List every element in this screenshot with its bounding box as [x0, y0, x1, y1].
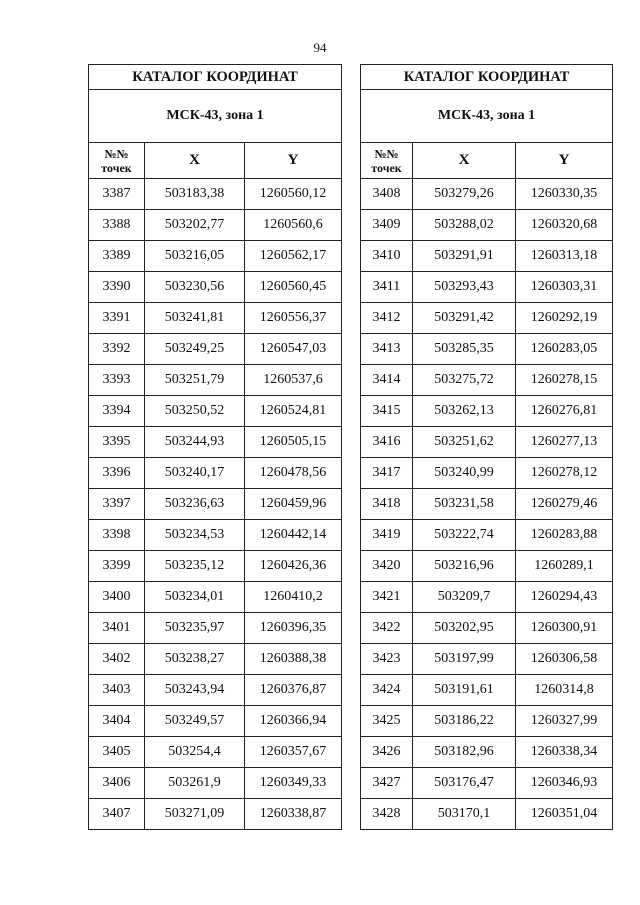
point-number-cell: 3404	[89, 706, 145, 737]
page-number: 94	[313, 40, 327, 55]
point-number-cell: 3388	[89, 210, 145, 241]
point-number-cell: 3394	[89, 396, 145, 427]
coordinate-catalog-left	[88, 64, 342, 830]
y-coordinate-cell: 1260283,88	[516, 520, 613, 551]
table-row	[361, 365, 613, 396]
y-coordinate-cell: 1260410,2	[245, 582, 342, 613]
table-row	[89, 582, 342, 613]
x-coordinate-cell: 503285,35	[413, 334, 516, 365]
x-coordinate-cell: 503202,95	[413, 613, 516, 644]
table-row	[89, 675, 342, 706]
point-number-cell: 3405	[89, 737, 145, 768]
y-coordinate-cell: 1260320,68	[516, 210, 613, 241]
x-coordinate-cell: 503170,1	[413, 799, 516, 830]
column-header-point-number	[361, 143, 413, 179]
y-coordinate-cell: 1260327,99	[516, 706, 613, 737]
y-coordinate-cell: 1260278,12	[516, 458, 613, 489]
x-coordinate-cell: 503279,26	[413, 179, 516, 210]
coordinate-catalog-right	[360, 64, 613, 830]
x-coordinate-cell: 503250,52	[145, 396, 245, 427]
point-number-cell: 3389	[89, 241, 145, 272]
table-row	[361, 675, 613, 706]
y-coordinate-cell: 1260459,96	[245, 489, 342, 520]
x-coordinate-cell: 503243,94	[145, 675, 245, 706]
coordinate-system-zone: МСК-43, зона 1	[89, 90, 342, 143]
table-row	[89, 396, 342, 427]
point-number-cell: 3387	[89, 179, 145, 210]
x-coordinate-cell: 503235,97	[145, 613, 245, 644]
point-number-cell: 3413	[361, 334, 413, 365]
x-coordinate-cell: 503222,74	[413, 520, 516, 551]
column-header-x: X	[145, 143, 245, 179]
x-coordinate-cell: 503182,96	[413, 737, 516, 768]
table-row	[361, 582, 613, 613]
point-number-cell: 3426	[361, 737, 413, 768]
point-number-cell: 3418	[361, 489, 413, 520]
x-coordinate-cell: 503202,77	[145, 210, 245, 241]
coordinate-system-zone: МСК-43, зона 1	[361, 90, 613, 143]
x-coordinate-cell: 503238,27	[145, 644, 245, 675]
y-coordinate-cell: 1260562,17	[245, 241, 342, 272]
x-coordinate-cell: 503291,42	[413, 303, 516, 334]
table-row	[361, 489, 613, 520]
table-row	[89, 241, 342, 272]
table-row	[361, 799, 613, 830]
point-number-cell: 3401	[89, 613, 145, 644]
point-number-cell: 3419	[361, 520, 413, 551]
table-row	[89, 768, 342, 799]
table-row	[361, 768, 613, 799]
point-number-cell: 3390	[89, 272, 145, 303]
column-header-number-sign: №№	[104, 146, 129, 161]
point-number-cell: 3392	[89, 334, 145, 365]
x-coordinate-cell: 503249,25	[145, 334, 245, 365]
point-number-cell: 3407	[89, 799, 145, 830]
x-coordinate-cell: 503261,9	[145, 768, 245, 799]
point-number-cell: 3409	[361, 210, 413, 241]
y-coordinate-cell: 1260283,05	[516, 334, 613, 365]
y-coordinate-cell: 1260346,93	[516, 768, 613, 799]
table-row	[89, 489, 342, 520]
point-number-cell: 3398	[89, 520, 145, 551]
x-coordinate-cell: 503251,62	[413, 427, 516, 458]
y-coordinate-cell: 1260294,43	[516, 582, 613, 613]
x-coordinate-cell: 503293,43	[413, 272, 516, 303]
y-coordinate-cell: 1260330,35	[516, 179, 613, 210]
point-number-cell: 3424	[361, 675, 413, 706]
y-coordinate-cell: 1260313,18	[516, 241, 613, 272]
point-number-cell: 3406	[89, 768, 145, 799]
table-row	[89, 210, 342, 241]
x-coordinate-cell: 503241,81	[145, 303, 245, 334]
point-number-cell: 3421	[361, 582, 413, 613]
table-row	[89, 706, 342, 737]
y-coordinate-cell: 1260303,31	[516, 272, 613, 303]
point-number-cell: 3403	[89, 675, 145, 706]
y-coordinate-cell: 1260289,1	[516, 551, 613, 582]
point-number-cell: 3410	[361, 241, 413, 272]
x-coordinate-cell: 503183,38	[145, 179, 245, 210]
y-coordinate-cell: 1260300,91	[516, 613, 613, 644]
table-row	[361, 241, 613, 272]
point-number-cell: 3412	[361, 303, 413, 334]
column-header-x: X	[413, 143, 516, 179]
point-number-cell: 3391	[89, 303, 145, 334]
table-row	[361, 334, 613, 365]
x-coordinate-cell: 503234,01	[145, 582, 245, 613]
table-row	[361, 179, 613, 210]
table-row	[89, 272, 342, 303]
x-coordinate-cell: 503249,57	[145, 706, 245, 737]
point-number-cell: 3397	[89, 489, 145, 520]
table-row	[361, 520, 613, 551]
x-coordinate-cell: 503234,53	[145, 520, 245, 551]
column-header-point-number	[89, 143, 145, 179]
x-coordinate-cell: 503240,99	[413, 458, 516, 489]
catalog-title: КАТАЛОГ КООРДИНАТ	[361, 65, 613, 90]
y-coordinate-cell: 1260376,87	[245, 675, 342, 706]
point-number-cell: 3399	[89, 551, 145, 582]
x-coordinate-cell: 503209,7	[413, 582, 516, 613]
point-number-cell: 3416	[361, 427, 413, 458]
point-number-cell: 3422	[361, 613, 413, 644]
y-coordinate-cell: 1260279,46	[516, 489, 613, 520]
point-number-cell: 3427	[361, 768, 413, 799]
y-coordinate-cell: 1260366,94	[245, 706, 342, 737]
y-coordinate-cell: 1260524,81	[245, 396, 342, 427]
table-row	[361, 427, 613, 458]
point-number-cell: 3402	[89, 644, 145, 675]
point-number-cell: 3415	[361, 396, 413, 427]
table-row	[361, 737, 613, 768]
y-coordinate-cell: 1260426,36	[245, 551, 342, 582]
y-coordinate-cell: 1260388,38	[245, 644, 342, 675]
table-row	[361, 272, 613, 303]
y-coordinate-cell: 1260442,14	[245, 520, 342, 551]
y-coordinate-cell: 1260278,15	[516, 365, 613, 396]
y-coordinate-cell: 1260357,67	[245, 737, 342, 768]
x-coordinate-cell: 503262,13	[413, 396, 516, 427]
x-coordinate-cell: 503216,05	[145, 241, 245, 272]
x-coordinate-cell: 503240,17	[145, 458, 245, 489]
table-row	[89, 334, 342, 365]
y-coordinate-cell: 1260292,19	[516, 303, 613, 334]
y-coordinate-cell: 1260556,37	[245, 303, 342, 334]
x-coordinate-cell: 503291,91	[413, 241, 516, 272]
point-number-cell: 3423	[361, 644, 413, 675]
column-header-y: Y	[245, 143, 342, 179]
table-row	[89, 520, 342, 551]
y-coordinate-cell: 1260560,45	[245, 272, 342, 303]
point-number-cell: 3400	[89, 582, 145, 613]
x-coordinate-cell: 503235,12	[145, 551, 245, 582]
y-coordinate-cell: 1260505,15	[245, 427, 342, 458]
x-coordinate-cell: 503244,93	[145, 427, 245, 458]
point-number-cell: 3428	[361, 799, 413, 830]
y-coordinate-cell: 1260547,03	[245, 334, 342, 365]
y-coordinate-cell: 1260537,6	[245, 365, 342, 396]
catalog-title: КАТАЛОГ КООРДИНАТ	[89, 65, 342, 90]
point-number-cell: 3411	[361, 272, 413, 303]
x-coordinate-cell: 503216,96	[413, 551, 516, 582]
x-coordinate-cell: 503254,4	[145, 737, 245, 768]
point-number-cell: 3408	[361, 179, 413, 210]
point-number-cell: 3395	[89, 427, 145, 458]
y-coordinate-cell: 1260276,81	[516, 396, 613, 427]
x-coordinate-cell: 503251,79	[145, 365, 245, 396]
point-number-cell: 3393	[89, 365, 145, 396]
x-coordinate-cell: 503275,72	[413, 365, 516, 396]
y-coordinate-cell: 1260560,12	[245, 179, 342, 210]
x-coordinate-cell: 503186,22	[413, 706, 516, 737]
table-row	[89, 303, 342, 334]
y-coordinate-cell: 1260314,8	[516, 675, 613, 706]
table-row	[89, 551, 342, 582]
table-row	[361, 396, 613, 427]
y-coordinate-cell: 1260351,04	[516, 799, 613, 830]
x-coordinate-cell: 503230,56	[145, 272, 245, 303]
x-coordinate-cell: 503191,61	[413, 675, 516, 706]
x-coordinate-cell: 503271,09	[145, 799, 245, 830]
column-header-number-sign: №№	[374, 146, 399, 161]
y-coordinate-cell: 1260478,56	[245, 458, 342, 489]
y-coordinate-cell: 1260396,35	[245, 613, 342, 644]
table-row	[361, 303, 613, 334]
table-row	[361, 613, 613, 644]
table-row	[361, 706, 613, 737]
table-row	[89, 427, 342, 458]
table-row	[89, 644, 342, 675]
x-coordinate-cell: 503231,58	[413, 489, 516, 520]
x-coordinate-cell: 503288,02	[413, 210, 516, 241]
table-row	[89, 737, 342, 768]
x-coordinate-cell: 503197,99	[413, 644, 516, 675]
column-header-points-word: точек	[371, 160, 402, 175]
table-row	[89, 458, 342, 489]
y-coordinate-cell: 1260338,87	[245, 799, 342, 830]
table-row	[361, 210, 613, 241]
column-header-y: Y	[516, 143, 613, 179]
point-number-cell: 3425	[361, 706, 413, 737]
table-row	[361, 458, 613, 489]
y-coordinate-cell: 1260349,33	[245, 768, 342, 799]
table-row	[89, 179, 342, 210]
x-coordinate-cell: 503176,47	[413, 768, 516, 799]
y-coordinate-cell: 1260560,6	[245, 210, 342, 241]
y-coordinate-cell: 1260306,58	[516, 644, 613, 675]
point-number-cell: 3414	[361, 365, 413, 396]
table-row	[89, 365, 342, 396]
x-coordinate-cell: 503236,63	[145, 489, 245, 520]
table-row	[361, 551, 613, 582]
point-number-cell: 3420	[361, 551, 413, 582]
point-number-cell: 3417	[361, 458, 413, 489]
table-row	[89, 613, 342, 644]
table-row	[361, 644, 613, 675]
point-number-cell: 3396	[89, 458, 145, 489]
y-coordinate-cell: 1260338,34	[516, 737, 613, 768]
table-row	[89, 799, 342, 830]
y-coordinate-cell: 1260277,13	[516, 427, 613, 458]
column-header-points-word: точек	[101, 160, 132, 175]
